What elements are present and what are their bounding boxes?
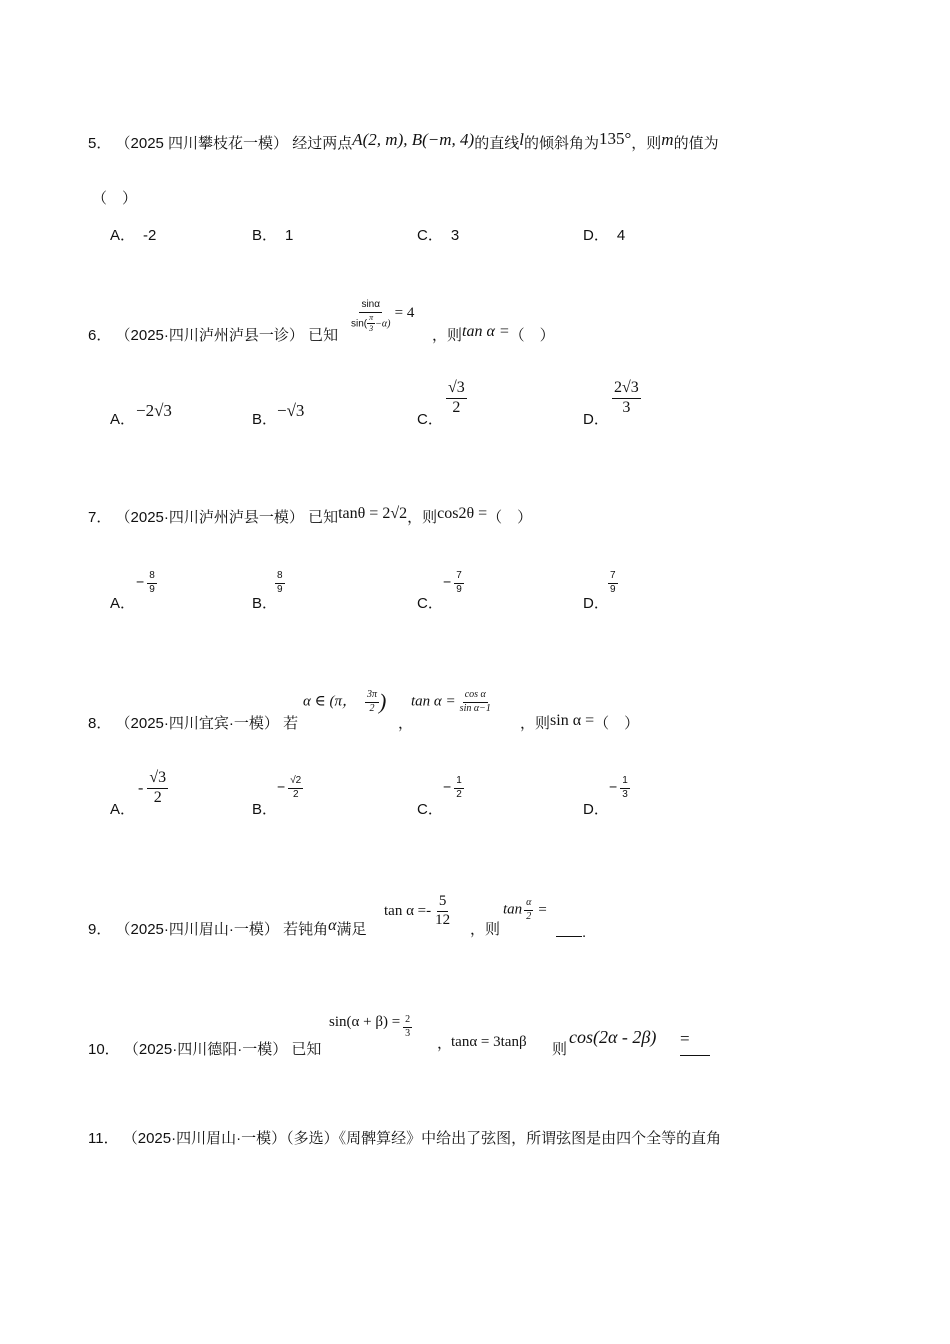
option-label: C． [417, 227, 443, 244]
q5-text: 的倾斜角为 [523, 135, 599, 152]
q5-text: 的值为 [673, 135, 719, 152]
option-label: C． [417, 595, 443, 612]
frac-num: 2 [403, 1015, 412, 1028]
q8-comma: ， [398, 715, 414, 732]
q8-tan-frac [460, 690, 491, 714]
q9-eq: = [537, 901, 548, 918]
sign: − [277, 778, 286, 795]
q8-alpha-in: α ∈ (π， [303, 693, 357, 710]
q6-option-c[interactable] [417, 412, 443, 427]
q8-number: 8． [88, 715, 112, 732]
q5-answer-paren: （ ） [92, 190, 138, 207]
frac-den: 2 [292, 788, 299, 800]
q7-option-b-value [275, 571, 285, 595]
q10-comma: ， [437, 1035, 453, 1052]
q8-answer-paren: （ ） [594, 715, 640, 732]
q10-source: （2025·四川德阳·一模） [123, 1041, 288, 1058]
q5-points: A(2, m), B(−m, 4) [352, 130, 475, 149]
q8-option-b-value [277, 776, 303, 800]
sign: − [443, 573, 452, 590]
q9-source: （2025·四川眉山·一模） [115, 921, 279, 938]
q8-sin: sin α = [550, 712, 595, 729]
q8-source: （2025·四川宜宾·一模） [115, 715, 279, 732]
frac-num: 1 [620, 776, 630, 789]
frac-num: 2√3 [612, 380, 641, 399]
frac-den: 9 [277, 583, 283, 595]
q8-alpha-range [303, 690, 386, 714]
q9-stem [88, 917, 367, 938]
option-label: B． [252, 595, 278, 612]
q7-text: 已知 [308, 509, 339, 526]
option-label: B． [252, 411, 278, 428]
q8-option-c-value [443, 776, 464, 800]
option-value: 1 [285, 227, 294, 244]
q5-number: 5． [88, 135, 112, 152]
option-label: D． [583, 801, 609, 818]
q8-range-frac [365, 690, 379, 714]
q6-tan: tan α = [462, 323, 510, 340]
q6-eq: = 4 [394, 305, 415, 321]
frac-num: 1 [454, 776, 464, 789]
q7-option-a[interactable] [110, 596, 135, 611]
q11-stem [88, 1131, 721, 1146]
q5-option-d[interactable] [583, 228, 625, 243]
option-label: B． [252, 227, 278, 244]
q9-tan-lhs: tan α =- [384, 902, 432, 919]
q9-half-angle [503, 898, 548, 922]
q7-source: （2025·四川泸州泸县一模） [115, 509, 304, 526]
q10-tan-relation: tanα = 3tanβ [451, 1034, 527, 1050]
frac-den: 3 [622, 398, 631, 416]
q8-option-b[interactable] [252, 802, 277, 817]
frac-num: √3 [147, 770, 168, 789]
option-label: A． [110, 595, 136, 612]
q10-sin-equation [329, 1015, 412, 1039]
frac-num: √3 [446, 380, 467, 399]
q6-option-b[interactable] [252, 412, 277, 427]
q5-text: 经过两点 [292, 135, 353, 152]
q6-text: ，则 [432, 327, 463, 344]
q11-tag: （多选） [286, 1130, 339, 1147]
frac-den: 3 [405, 1027, 411, 1039]
q8-option-d-value [609, 776, 630, 800]
frac-num: α [524, 898, 533, 911]
q8-text: ，则 [520, 715, 551, 732]
frac-num: 8 [275, 571, 285, 584]
q9-stem-tail: ，则 [470, 921, 501, 938]
q6-stem-tail [432, 323, 555, 344]
q9-tan: tan [503, 901, 523, 918]
frac-num: 7 [454, 571, 464, 584]
q10-sin-lhs: sin(α + β) = [329, 1014, 401, 1030]
q7-stem [88, 505, 533, 526]
option-label: A． [110, 411, 136, 428]
q7-option-c[interactable] [417, 596, 443, 611]
q6-option-c-value [446, 380, 467, 417]
frac-num: cos α [463, 690, 488, 703]
option-label: A． [110, 801, 136, 818]
q6-pi-over-3 [367, 314, 375, 334]
frac-num: √2 [288, 776, 303, 789]
q7-number: 7． [88, 509, 112, 526]
q10-cos: cos(2α - 2β) [569, 1027, 657, 1047]
q7-text: ，则 [407, 509, 438, 526]
q6-stem [88, 328, 338, 343]
option-label: D． [583, 595, 609, 612]
q8-option-c[interactable] [417, 802, 443, 817]
q6-frac-num: sinα [359, 300, 382, 313]
q7-answer-paren: （ ） [487, 509, 533, 526]
q10-sin-frac [403, 1015, 412, 1039]
q6-option-a-value: −2√3 [136, 401, 172, 420]
frac-den: sin α−1 [459, 702, 491, 714]
q11-source: （2025·四川眉山·一模） [122, 1130, 287, 1147]
q6-source: （2025·四川泸州泸县一诊） [115, 327, 304, 344]
q8-range-close: ) [379, 689, 387, 714]
sign: − [609, 778, 618, 795]
q7-cos: cos2θ = [437, 505, 488, 522]
q5-stem [88, 129, 719, 152]
frac-num: 5 [437, 894, 449, 912]
option-value: 3 [450, 227, 460, 244]
q7-tan: tanθ = 2√2 [338, 505, 408, 522]
q10-then: 则 [552, 1041, 568, 1058]
q9-alpha: α [328, 917, 337, 934]
q5-option-c[interactable] [417, 228, 459, 243]
q10-number: 10． [88, 1041, 120, 1058]
q11-text: 《周髀算经》中给出了弦图，所谓弦图是由四个全等的直角 [338, 1130, 722, 1147]
q8-option-a-value [138, 770, 168, 807]
q6-option-b-value: −√3 [277, 401, 305, 420]
frac-num: 7 [608, 571, 618, 584]
q7-option-b[interactable] [252, 596, 277, 611]
q9-answer-blank[interactable] [556, 922, 586, 940]
q9-end: . [582, 924, 587, 941]
q8-tan-equation [411, 690, 491, 714]
frac-den: 3 [622, 788, 628, 800]
q6-option-d[interactable] [583, 412, 609, 427]
frac-den: 2 [452, 398, 461, 416]
q10-stem [88, 1042, 321, 1057]
q7-option-c-value [443, 571, 464, 595]
q10-eq: = [680, 1029, 690, 1048]
q6-den-3: 3 [369, 323, 374, 333]
q8-stem [88, 716, 298, 731]
q9-text: 若钝角 [283, 921, 329, 938]
frac-den: 9 [456, 583, 462, 595]
q7-option-d-value [608, 571, 618, 595]
q10-answer-blank[interactable] [680, 1040, 710, 1059]
q6-option-d-value [612, 380, 641, 417]
frac-den: 9 [610, 583, 616, 595]
q5-text: 的直线 [474, 135, 520, 152]
option-label: B． [252, 801, 278, 818]
q7-option-a-value [136, 571, 157, 595]
q5-angle: 135° [598, 129, 632, 148]
q5-text: ，则 [631, 135, 662, 152]
frac-den: 2 [526, 910, 532, 922]
q7-option-d[interactable] [583, 596, 609, 611]
option-value: 4 [616, 227, 626, 244]
option-label: D． [583, 227, 609, 244]
option-value: -2 [143, 227, 157, 244]
frac-den: 2 [369, 702, 375, 714]
frac-den: 2 [153, 788, 162, 806]
q6-frac-den [351, 313, 390, 334]
q6-text: 已知 [308, 327, 339, 344]
q5-m-var: m [661, 130, 674, 149]
q6-given-equation [351, 300, 414, 333]
q8-option-d[interactable] [583, 802, 609, 817]
q5-option-b[interactable] [252, 228, 293, 243]
q8-text: 若 [283, 715, 299, 732]
option-label: D． [583, 411, 609, 428]
q9-half-frac [524, 898, 533, 922]
option-label: C． [417, 411, 443, 428]
sign: - [138, 779, 144, 797]
q6-den-pi: π [367, 314, 375, 324]
q9-tan-frac [435, 894, 450, 929]
q9-tan-equation [384, 894, 450, 929]
frac-den: 12 [435, 911, 451, 928]
q8-tan-lhs: tan α = [411, 693, 456, 710]
q6-fraction [351, 300, 390, 333]
sign: − [443, 778, 452, 795]
q8-option-a[interactable] [110, 802, 135, 817]
frac-num: 8 [147, 571, 157, 584]
q6-answer-paren: （ ） [509, 327, 555, 344]
q6-number: 6． [88, 327, 112, 344]
q6-den-sin: sin( [351, 318, 368, 330]
frac-den: 2 [456, 788, 462, 800]
q8-stem-tail [520, 712, 640, 732]
option-label: C． [417, 801, 443, 818]
q9-number: 9． [88, 921, 112, 938]
q9-text: 满足 [336, 921, 367, 938]
q5-source: （2025 四川攀枝花一模） [115, 135, 289, 152]
q5-option-a[interactable] [110, 228, 156, 243]
q10-text: 已知 [291, 1041, 322, 1058]
option-label: A． [110, 227, 136, 244]
frac-den: 9 [149, 583, 155, 595]
frac-num: 3π [365, 690, 379, 703]
q5-line-var: l [519, 130, 524, 149]
sign: − [136, 573, 145, 590]
q6-option-a[interactable] [110, 412, 135, 427]
q11-number: 11． [88, 1130, 119, 1147]
q6-den-rest: −α) [375, 318, 391, 330]
